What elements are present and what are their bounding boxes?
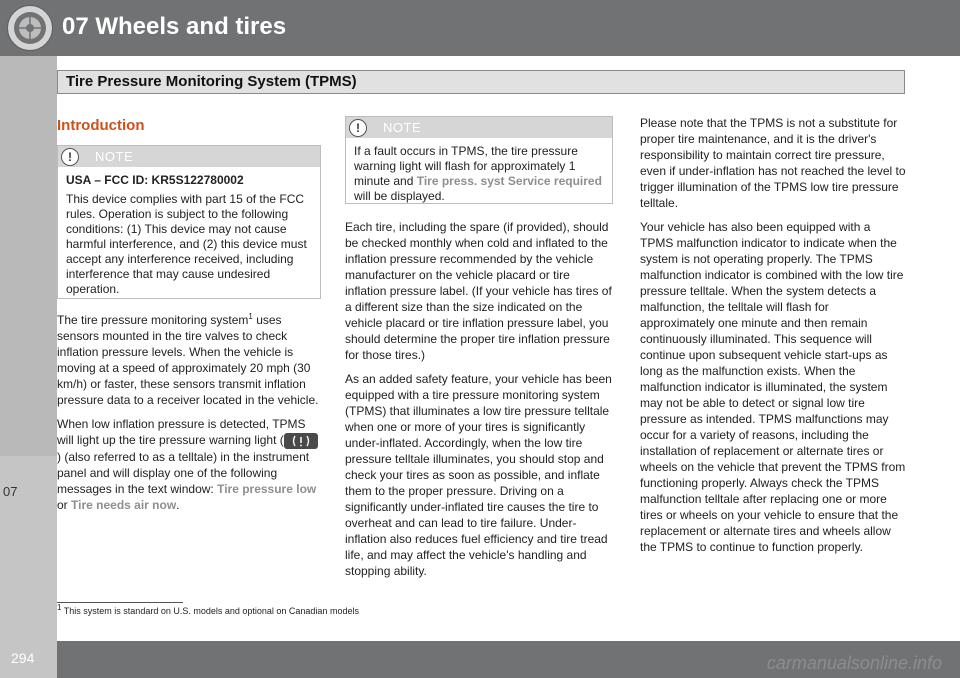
note-label: NOTE bbox=[95, 149, 134, 164]
message-tire-pressure-low: Tire pressure low bbox=[217, 481, 317, 496]
paragraph: Each tire, including the spare (if provided), should be checked monthly when cold and inflated to the inflation pressure recommended by the vehicle manufacturer on the vehicle placard or tire inflation pressure label. (If your vehicle has tires of a different size than the size indicated on the vehicle placard or tire inflation pressure label, you should determine the proper tire inflation pressure for those tires.) bbox=[345, 220, 612, 362]
footnote: $^1$ This system is standard on U.S. models and optional on Canadian models bbox=[57, 603, 359, 616]
chapter-title: 07 Wheels and tires bbox=[62, 13, 287, 40]
paragraph: Please note that the TPMS is not a substitute for proper tire maintenance, and it is the driver's responsibility to maintain correct tire pressure, even if under-inflation has not reached the level to trigger illumination of the TPMS low tire pressure telltale. bbox=[640, 116, 906, 210]
paragraph: Your vehicle has also been equipped with a TPMS malfunction indicator to indicate when the system is not operating properly. The TPMS malfunction indicator is combined with the low tire pressure telltale. When the system detects a malfunction, the telltale will flash for approximately one minute and then remain continuously illuminated. This sequence will continue upon subsequent vehicle start-ups as long as the malfunction exists. When the malfunction indicator is illuminated, the system may not be able to detect or signal low tire pressure as intended. TPMS malfunctions may occur for a variety of reasons, including the installation of replacement or alternate tires or wheels on the vehicle that prevent the TPMS from functioning properly. Always check the TPMS malfunction telltale after replacing one or more tires or wheels on your vehicle to ensure that the replacement or alternate tires and wheels allow the TPMS to continue to function properly. bbox=[640, 220, 906, 554]
message-service-required: Tire press. syst Service required bbox=[416, 174, 602, 188]
note-label: NOTE bbox=[383, 120, 422, 135]
footnote-divider bbox=[57, 602, 183, 603]
left-column bbox=[57, 312, 321, 521]
paragraph: As an added safety feature, your vehicle has been equipped with a tire pressure monitoring system (TPMS) that illuminates a low tire pressure telltale when one or more of your tires is significantly under-inflated. Accordingly, when the low tire pressure telltale illuminates, you should stop and check your tires as soon as possible, and inflate them to the proper pressure. Driving on a significantly under-inflated tire causes the tire to overheat and can lead to tire failure. Under-inflation also reduces fuel efficiency and tire tread life, and may affect the vehicle's handling and stopping ability. bbox=[345, 372, 612, 578]
page-footer bbox=[0, 641, 960, 678]
section-bar bbox=[57, 70, 905, 94]
fcc-note-text: This device complies with part 15 of the FCC rules. Operation is subject to the following conditions: (1) This device may not cause harmful interference, and (2) this device must accept any interference received, including interference that may cause undesired operation. bbox=[66, 192, 307, 296]
wheel-icon bbox=[7, 5, 53, 51]
paragraph: When low inflation pressure is detected, TPMS will light up the tire pressure warning light () (also referred to as a telltale) in the instrument panel and will display one of the following messages in the text window: Tire pressure low or Tire needs air now. bbox=[57, 417, 317, 512]
fcc-note-box bbox=[57, 145, 321, 299]
page-number: 294 bbox=[11, 650, 35, 666]
right-column bbox=[640, 115, 906, 563]
fcc-id: USA – FCC ID: KR5S122780002 bbox=[66, 173, 244, 187]
middle-column bbox=[345, 219, 613, 587]
chapter-header bbox=[0, 0, 960, 56]
info-icon: ! bbox=[61, 148, 79, 166]
tire-pressure-warning-icon bbox=[284, 433, 318, 449]
message-tire-needs-air: Tire needs air now bbox=[71, 497, 177, 512]
footnote-marker: 1 bbox=[248, 312, 253, 321]
fault-note-box: ! NOTE If a fault occurs in TPMS, the tire pressure warning light will flash for approximately 1 minute and Tire press. syst Service required will be displayed. bbox=[345, 116, 613, 204]
info-icon: ! bbox=[349, 119, 367, 137]
side-band bbox=[0, 56, 57, 641]
introduction-heading: Introduction bbox=[57, 117, 145, 134]
paragraph: The tire pressure monitoring system$^1$ uses sensors mounted in the tire valves to check inflation pressure levels. When the vehicle is moving at a speed of approximately 20 mph (30 km/h) or faster, these sensors transmit inflation pressure data to a receiver located in the vehicle. bbox=[57, 312, 319, 407]
watermark: carmanualsonline.info bbox=[766, 653, 942, 673]
section-title: Tire Pressure Monitoring System (TPMS) bbox=[66, 73, 357, 90]
side-tab-label: 07 bbox=[3, 484, 18, 499]
